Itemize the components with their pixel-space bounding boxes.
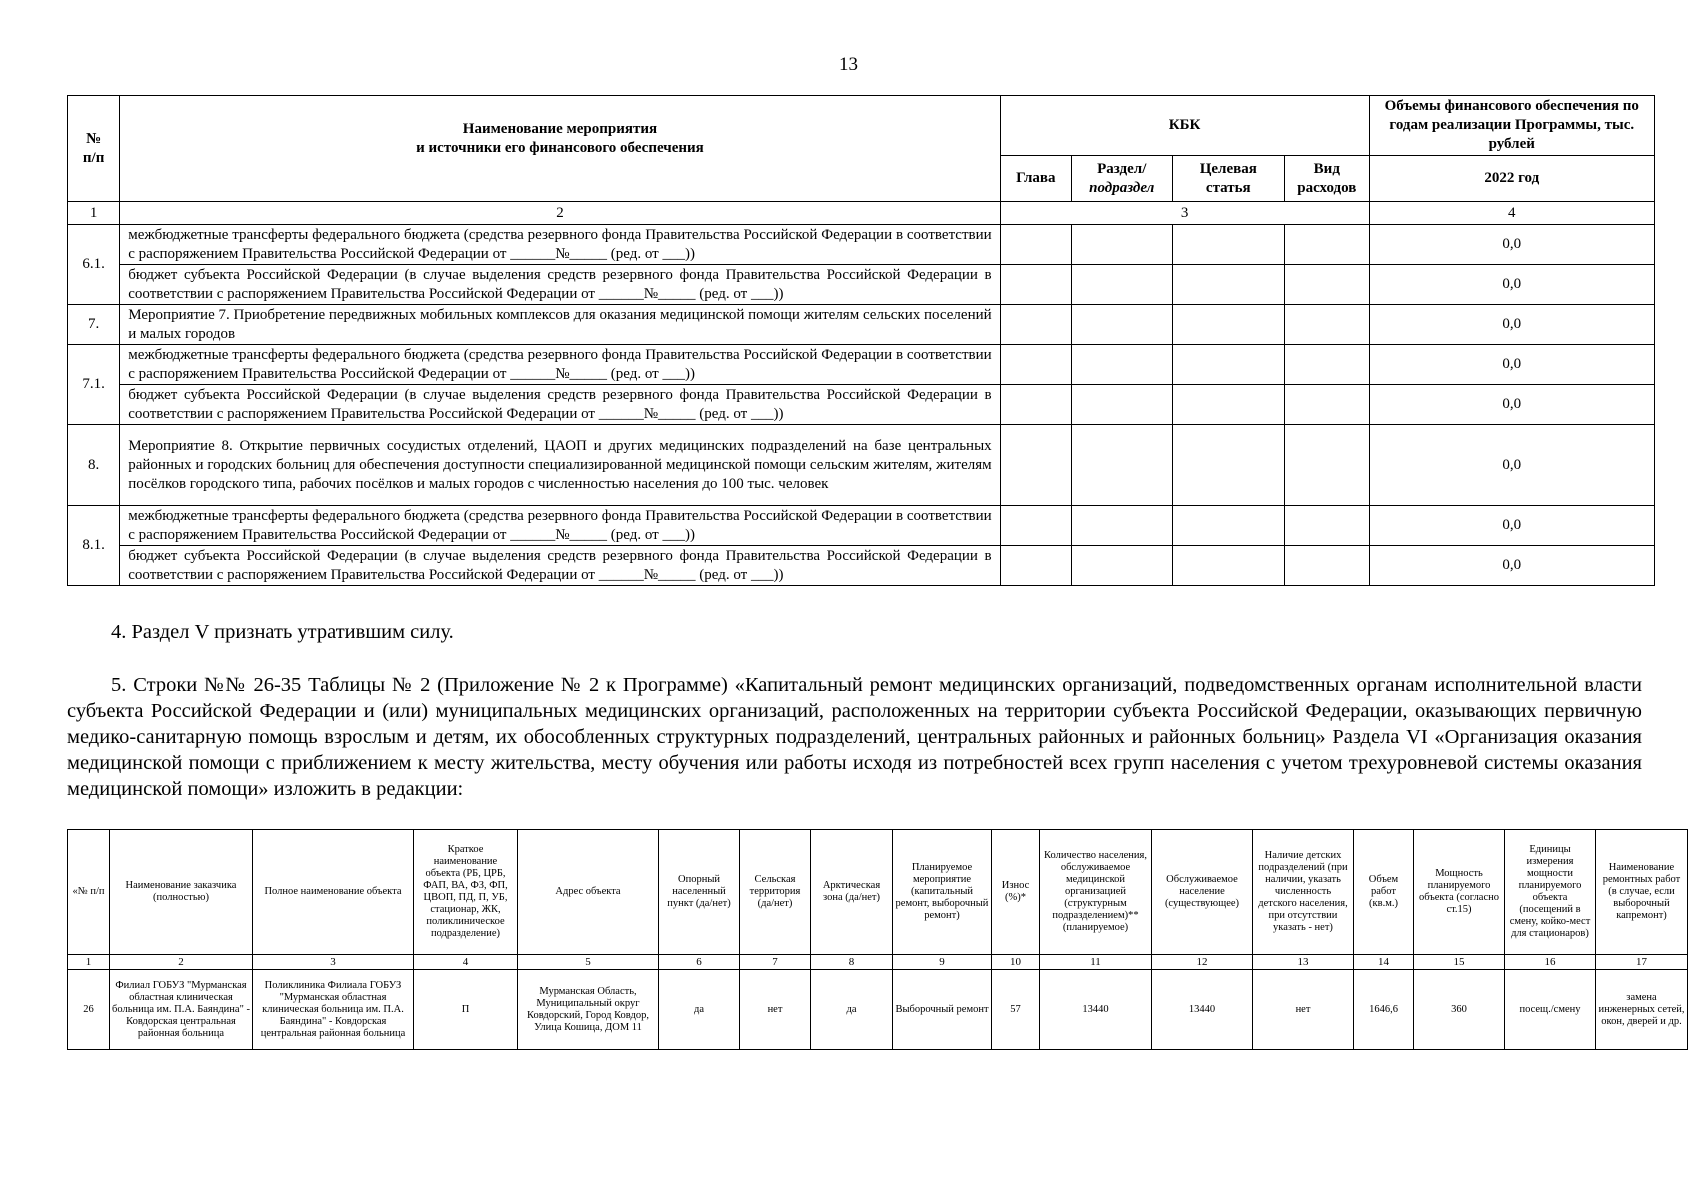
- index-cell: 14: [1354, 955, 1414, 970]
- index-cell: 12: [1152, 955, 1253, 970]
- table-row: [68, 970, 1688, 1050]
- row-text: Мероприятие 7. Приобретение передвижных мобильных комплексов для оказания медицинской помощи жителям сельских поселений и малых городов: [120, 305, 1000, 345]
- table2-header: Краткое наименование объекта (РБ, ЦРБ, ФАП, ВА, ФЗ, ФП, ЦВОП, ПД, П, УБ, стационар, ЖК, поликлиническое подразделение): [414, 830, 518, 955]
- row-value: 0,0: [1369, 385, 1654, 425]
- paragraph-4: 4. Раздел V признать утратившим силу.: [111, 621, 454, 643]
- repair-table: [67, 829, 1688, 1050]
- table2-cell: 26: [68, 970, 110, 1050]
- table2-cell: 13440: [1152, 970, 1253, 1050]
- row-text: бюджет субъекта Российской Федерации (в случае выделения средств резервного фонда Правительства Российской Федерации в соответствии с распоряжением Правительства Российской Федерации от ______№_____ (ред. от ___)): [120, 265, 1000, 305]
- table2-header: Наименование ремонтных работ (в случае, если выборочный капремонт): [1596, 830, 1688, 955]
- row-text: межбюджетные трансферты федерального бюджета (средства резервного фонда Правительства Российской Федерации в соответствии с распоряжением Правительства Российской Федерации от ______№_____ (ред. от ___)): [120, 345, 1000, 385]
- table-row: [68, 425, 1655, 506]
- table2-cell: нет: [740, 970, 811, 1050]
- header-volumes: Объемы финансового обеспечения по годам реализации Программы, тыс. рублей: [1369, 96, 1654, 156]
- financing-table: [67, 95, 1655, 586]
- table2-header: Наименование заказчика (полностью): [110, 830, 253, 955]
- index-cell: 7: [740, 955, 811, 970]
- index-cell: 3: [1000, 202, 1369, 225]
- table2-cell: Филиал ГОБУЗ "Мурманская областная клиническая больница им. П.А. Баяндина" - Ковдорская центральная районная больница: [110, 970, 253, 1050]
- index-cell: 2: [120, 202, 1000, 225]
- table2-header: Мощность планируемого объекта (согласно ст.15): [1414, 830, 1505, 955]
- table2-header: Обслуживаемое население (существующее): [1152, 830, 1253, 955]
- table2-cell: 360: [1414, 970, 1505, 1050]
- row-value: 0,0: [1369, 265, 1654, 305]
- table2-cell: 1646,6: [1354, 970, 1414, 1050]
- index-cell: 4: [414, 955, 518, 970]
- row-value: 0,0: [1369, 546, 1654, 586]
- header-podrazdel-label: подраздел: [1089, 179, 1155, 196]
- table-row: [68, 225, 1655, 265]
- table2-header: Единицы измерения мощности планируемого объекта (посещений в смену, койко-мест для стационаров): [1505, 830, 1596, 955]
- header-kbk: КБК: [1000, 96, 1369, 156]
- table2-header: Опорный населенный пункт (да/нет): [659, 830, 740, 955]
- table2-header-row: [68, 830, 1688, 955]
- index-cell: 1: [68, 202, 120, 225]
- table2-cell: Выборочный ремонт: [893, 970, 992, 1050]
- row-number: 7.1.: [68, 345, 120, 425]
- header-name-line2: и источники его финансового обеспечения: [416, 139, 704, 156]
- index-cell: 2: [110, 955, 253, 970]
- header-year: 2022 год: [1369, 156, 1654, 202]
- header-vid: Вид расходов: [1285, 156, 1369, 202]
- header-celevaya: Целевая статья: [1172, 156, 1285, 202]
- paragraph-5: 5. Строки №№ 26-35 Таблицы № 2 (Приложение № 2 к Программе) «Капитальный ремонт медицинских организаций, подведомственных органам исполнительной власти субъекта Российской Федерации и (или) муниципальных медицинских организаций, расположенных на территории субъекта Российской Федерации, оказывающих первичную медико-санитарную помощь взрослым и детям, их обособленных структурных подразделений, центральных районных и районных больниц» Раздела VI «Организация оказания медицинской помощи с приближением к месту жительства, месту обучения или работы исходя из потребностей всех групп населения с учетом трехуровневой системы оказания медицинской помощи» изложить в редакции:: [67, 674, 1642, 800]
- table2-header: Адрес объекта: [518, 830, 659, 955]
- row-number: 7.: [68, 305, 120, 345]
- table2-header: Объем работ (кв.м.): [1354, 830, 1414, 955]
- table2-cell: нет: [1253, 970, 1354, 1050]
- table2-header: Планируемое мероприятие (капитальный ремонт, выборочный ремонт): [893, 830, 992, 955]
- header-razdel-label: Раздел/: [1097, 160, 1147, 177]
- table-row: [68, 305, 1655, 345]
- row-text: межбюджетные трансферты федерального бюджета (средства резервного фонда Правительства Российской Федерации в соответствии с распоряжением Правительства Российской Федерации от ______№_____ (ред. от ___)): [120, 225, 1000, 265]
- table2-header: Наличие детских подразделений (при наличии, указать численность детского населения, при отсутствии указать - нет): [1253, 830, 1354, 955]
- table2-cell: посещ./смену: [1505, 970, 1596, 1050]
- row-number: 8.: [68, 425, 120, 506]
- index-cell: 11: [1040, 955, 1152, 970]
- table2-cell: П: [414, 970, 518, 1050]
- row-text: бюджет субъекта Российской Федерации (в случае выделения средств резервного фонда Правительства Российской Федерации в соответствии с распоряжением Правительства Российской Федерации от ______№_____ (ред. от ___)): [120, 546, 1000, 586]
- header-num: № п/п: [68, 96, 120, 202]
- table-row: [68, 345, 1655, 385]
- row-value: 0,0: [1369, 305, 1654, 345]
- row-number: 6.1.: [68, 225, 120, 305]
- index-cell: 6: [659, 955, 740, 970]
- table-row: [68, 506, 1655, 546]
- table2-index-row: [68, 955, 1688, 970]
- index-row: [68, 202, 1655, 225]
- row-number: 8.1.: [68, 506, 120, 586]
- header-name: [120, 96, 1000, 202]
- index-cell: 3: [253, 955, 414, 970]
- index-cell: 10: [992, 955, 1040, 970]
- table2-header: Износ (%)*: [992, 830, 1040, 955]
- table-row: [68, 265, 1655, 305]
- index-cell: 1: [68, 955, 110, 970]
- index-cell: 15: [1414, 955, 1505, 970]
- table2-header: «№ п/п: [68, 830, 110, 955]
- row-text: межбюджетные трансферты федерального бюджета (средства резервного фонда Правительства Российской Федерации в соответствии с распоряжением Правительства Российской Федерации от ______№_____ (ред. от ___)): [120, 506, 1000, 546]
- table2-header: Количество населения, обслуживаемое медицинской организацией (структурным подразделением)** (планируемое): [1040, 830, 1152, 955]
- row-text: Мероприятие 8. Открытие первичных сосудистых отделений, ЦАОП и других медицинских подразделений на базе центральных районных и городских больниц для обеспечения доступности специализированной медицинской помощи сельским жителям, жителям посёлков городского типа, рабочих посёлков и малых городов с численностью населения до 100 тыс. человек: [120, 425, 1000, 506]
- index-cell: 16: [1505, 955, 1596, 970]
- row-text: бюджет субъекта Российской Федерации (в случае выделения средств резервного фонда Правительства Российской Федерации в соответствии с распоряжением Правительства Российской Федерации от ______№_____ (ред. от ___)): [120, 385, 1000, 425]
- table2-cell: Поликлиника Филиала ГОБУЗ "Мурманская областная клиническая больница им. П.А. Баяндина" - Ковдорская центральная районная больница: [253, 970, 414, 1050]
- header-glava: Глава: [1000, 156, 1071, 202]
- index-cell: 17: [1596, 955, 1688, 970]
- table2-cell: 13440: [1040, 970, 1152, 1050]
- table2-cell: замена инженерных сетей, окон, дверей и др.: [1596, 970, 1688, 1050]
- table2-cell: да: [811, 970, 893, 1050]
- index-cell: 13: [1253, 955, 1354, 970]
- page-number: 13: [839, 54, 858, 75]
- table-row: [68, 546, 1655, 586]
- table2-cell: Мурманская Область, Муниципальный округ Ковдорский, Город Ковдор, Улица Кошица, ДОМ 11: [518, 970, 659, 1050]
- row-value: 0,0: [1369, 345, 1654, 385]
- table2-header: Арктическая зона (да/нет): [811, 830, 893, 955]
- row-value: 0,0: [1369, 425, 1654, 506]
- index-cell: 4: [1369, 202, 1654, 225]
- table-row: [68, 385, 1655, 425]
- table2-header: Полное наименование объекта: [253, 830, 414, 955]
- row-value: 0,0: [1369, 506, 1654, 546]
- header-name-line1: Наименование мероприятия: [462, 120, 658, 137]
- table2-header: Сельская территория (да/нет): [740, 830, 811, 955]
- row-value: 0,0: [1369, 225, 1654, 265]
- index-cell: 8: [811, 955, 893, 970]
- header-razdel: [1072, 156, 1173, 202]
- index-cell: 9: [893, 955, 992, 970]
- table2-cell: 57: [992, 970, 1040, 1050]
- table2-cell: да: [659, 970, 740, 1050]
- index-cell: 5: [518, 955, 659, 970]
